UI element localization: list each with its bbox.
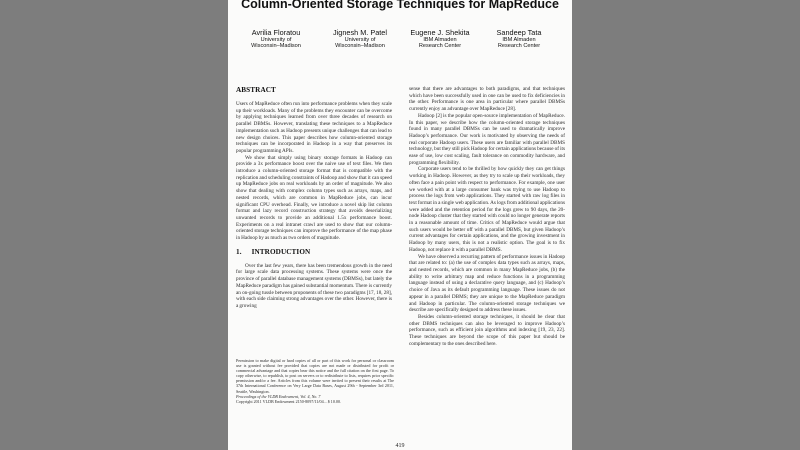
author-4 bbox=[473, 28, 565, 50]
author-2 bbox=[314, 28, 406, 50]
body-paragraph: Hadoop [2] is the popular open-source implementation of MapReduce. In this paper, we describe how the column-oriented storage techniques found in many parallel DBMSs can be used to dramatically improve Hadoop’s performance. Our work is motivated by observing the needs of real corporate Hadoop users. These users are familiar with parallel DBMS technology, but they still pick Hadoop for certain applications because of its ease of use, low cost scaling, fault tolerance on commodity hardware, and programming flexibility. bbox=[409, 112, 565, 166]
abstract-heading: ABSTRACT bbox=[236, 86, 276, 94]
author-name: Sandeep Tata bbox=[496, 28, 542, 37]
paper-title: Column-Oriented Storage Techniques for MapReduce bbox=[241, 0, 559, 11]
author-affiliation: IBM Almaden bbox=[423, 37, 457, 43]
body-paragraph: Besides column-oriented storage techniques, it should be clear that other DBMS techniques can also be leveraged to improve Hadoop’s performance, such as efficient join algorithms and indexing [19, 23, 22]. These techniques are beyond the scope of this paper but should be complementary to the ones described here. bbox=[409, 313, 565, 347]
permission-text: Permission to make digital or hard copies of all or part of this work for personal or classroom use is granted without fee provided that copies are not made or distributed for profit or commercial advantage and that copies bear this notice and the full citation on the first page. To copy otherwise, to republish, to post on servers or to redistribute to lists, requires prior specific permission and/or a fee. Articles from this volume were invited to present their results at The 37th International Conference on Very Large Data Bases, August 29th - September 3rd 2011, Seattle, Washington. bbox=[236, 358, 394, 394]
body-paragraph: sense that there are advantages to both paradigms, and that techniques which have been successfully used in one can be used to fix deficiencies in the other. Performance is one area in particular where parallel DBMSs currently enjoy an advantage over MapReduce [28]. bbox=[409, 86, 565, 113]
author-affiliation: University of bbox=[260, 37, 292, 43]
author-name: Avrilia Floratou bbox=[251, 28, 301, 37]
right-column bbox=[409, 86, 565, 347]
permission-notice bbox=[236, 358, 394, 404]
left-column bbox=[236, 86, 392, 310]
page-number: 419 bbox=[395, 443, 405, 449]
proceedings-line: Proceedings of the VLDB Endowment, Vol. 4, No. 7 bbox=[236, 393, 321, 399]
section-title: INTRODUCTION bbox=[251, 247, 311, 256]
abstract-body bbox=[236, 101, 392, 242]
author-block bbox=[228, 28, 572, 52]
introduction-heading bbox=[236, 248, 392, 256]
author-affiliation: Wisconsin–Madison bbox=[335, 43, 385, 50]
body-paragraph: We have observed a recurring pattern of performance issues in Hadoop that are related to: (a) the use of complex data types such as arrays, maps, and nested records, which are common in many MapReduce jobs, (b) the ability to write arbitrary map and reduce functions in a programming language instead of using a declarative query language, and (c) Hadoop’s choice of Java as its default programming language. These issues do not appear in a parallel DBMS; they are unique to the MapReduce paradigm and Hadoop in particular. The column-oriented storage techniques we describe are specifically designed to address these issues. bbox=[409, 253, 565, 314]
author-name: Eugene J. Shekita bbox=[410, 28, 470, 37]
author-name: Jignesh M. Patel bbox=[333, 28, 387, 37]
body-paragraph: Corporate users tend to be thrilled by how quickly they can get things working in Hadoop. However, as they try to scale up their workloads, they often face a pain point with respect to performance. For example, one user we worked with at a large consumer bank was trying to use Hadoop to process the logs from web applications. They started with raw log files in text format in a single web application. As logs from additional applications were added and the retention period for the logs grew to 90 days, the 20-node Hadoop cluster that they started with could no longer generate reports in a reasonable amount of time. Critics of MapReduce would argue that such users would be better off with a parallel DBMS, but given Hadoop’s current advantages for certain applications, and the growing investment in Hadoop by many users, this is not a realistic option. The goal is to fix Hadoop, not replace it with a parallel DBMS. bbox=[409, 166, 565, 253]
abstract-paragraph: Users of MapReduce often run into performance problems when they scale up their workloads. Many of the problems they encounter can be overcome by applying techniques learned from over three decades of research on parallel DBMSs. However, translating these techniques to a MapReduce implementation such as Hadoop presents unique challenges that can lead to new design choices. This paper describes how column-oriented storage techniques can be incorporated in Hadoop in a way that preserves its popular programming APIs. bbox=[236, 101, 392, 154]
author-affiliation: Research Center bbox=[418, 43, 462, 50]
introduction-paragraph: Over the last few years, there has been tremendous growth in the need for large scale data processing systems. These systems were once the province of parallel database management systems (DBMSs), but lately the MapReduce paradigm has gained substantial momentum. There is currently an on-going tussle between proponents of these two paradigms [17, 18, 28], with each side claiming strong advantages over the other. However, there is a growing bbox=[236, 262, 392, 309]
copyright-line: Copyright 2011 VLDB Endowment 2150-8097/11/04... $ 10.00. bbox=[236, 398, 342, 404]
author-1 bbox=[230, 28, 322, 50]
section-number: 1. bbox=[236, 247, 242, 256]
paper-page bbox=[228, 0, 572, 450]
author-affiliation: University of bbox=[344, 37, 376, 43]
abstract-paragraph: We show that simply using binary storage formats in Hadoop can provide a 3x performance boost over the naive use of text files. We then introduce a column-oriented storage format that is compatible with the replication and scheduling constraints of Hadoop and show that it can speed up MapReduce jobs on real workloads by an order of magnitude. We also show that dealing with complex column types such as arrays, maps, and nested records, which are common in MapReduce jobs, can incur significant CPU overhead. Finally, we introduce a novel skip list column format and lazy record construction strategy that avoids deserializing unwanted records to provide an additional 1.5x performance boost. Experiments on a real intranet crawl are used to show that our column-oriented storage techniques can improve the performance of the map phase in Hadoop by as much as two orders of magnitude. bbox=[236, 154, 392, 242]
author-affiliation: Wisconsin–Madison bbox=[251, 43, 301, 50]
author-affiliation: IBM Almaden bbox=[502, 37, 536, 43]
author-affiliation: Research Center bbox=[497, 43, 541, 50]
